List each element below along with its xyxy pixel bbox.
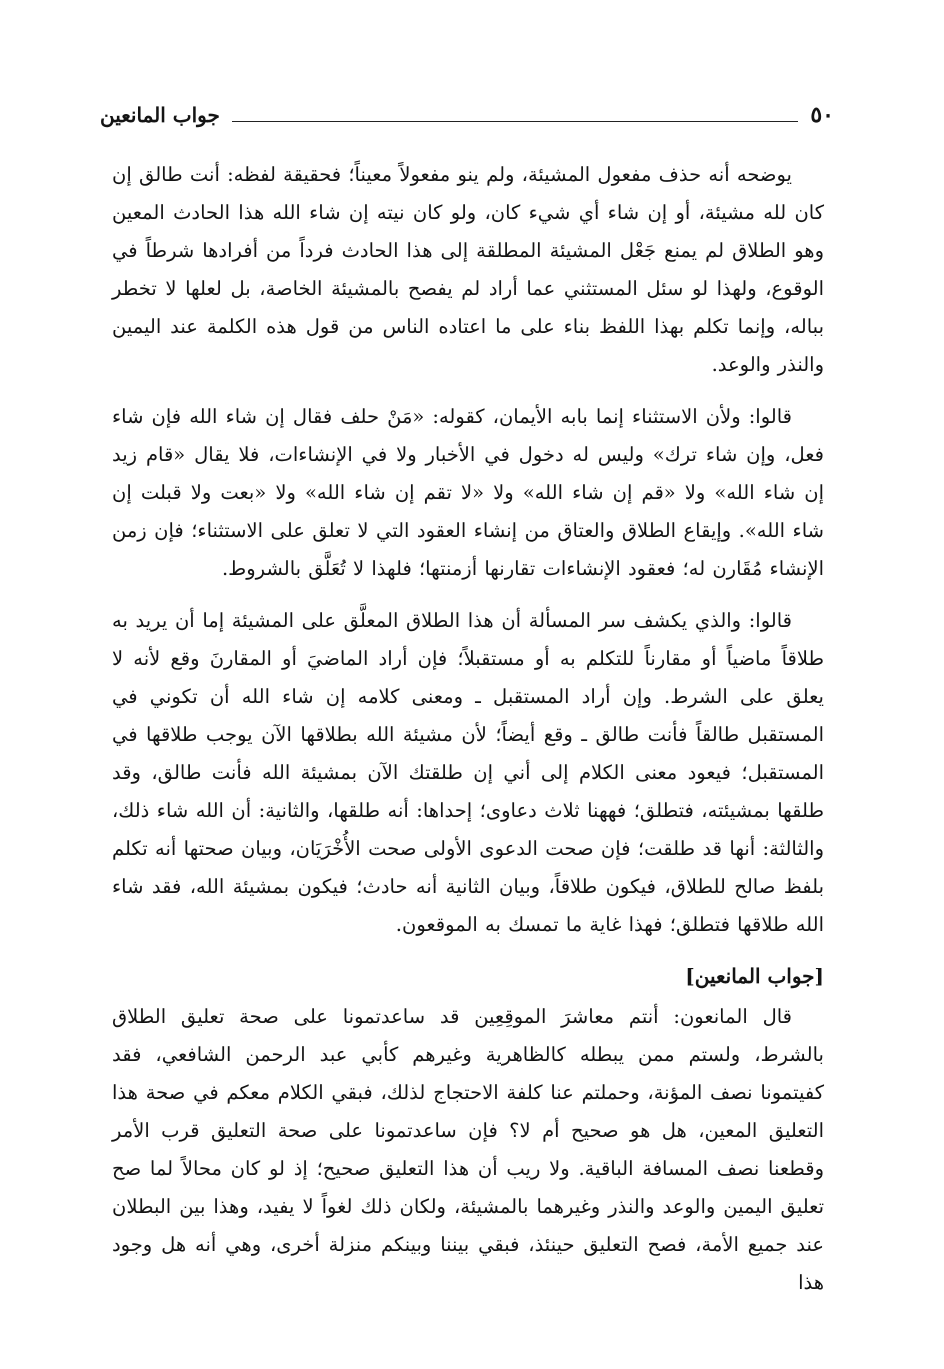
section-heading: [جواب المانعين] bbox=[685, 964, 824, 988]
paragraph-objectors-reply: قال المانعون: أنتم معاشرَ الموقِعِين قد ساعدتمونا على صحة تعليق الطلاق بالشرط، ولستم ممن يبطله كالظاهرية وغيرهم كأبي عبد الرحمن الشافعي، فقد كفيتمونا نصف المؤنة، وحملتم عنا كلفة الاحتجاج لذلك، فبقي الكلام معكم في صحة هذا التعليق المعين، هل هو صحيح أم لا؟ فإن ساعدتمونا على صحة التعليق قرب الأمر وقطعنا نصف المسافة الباقية. ولا ريب أن هذا التعليق صحيح؛ إذ لو كان محالاً لما صح تعليق اليمين والوعد والنذر وغيرهما بالمشيئة، ولكان ذلك لغواً لا يفيد، وهذا بين البطلان عند جميع الأمة، فصح التعليق حينئذ، فبقي بيننا وبينكم منزلة أخرى، وهي أنه هل وجود هذا bbox=[112, 1005, 824, 1294]
running-title: جواب المانعين bbox=[100, 103, 220, 127]
paragraph-secret-of-issue: قالوا: والذي يكشف سر المسألة أن هذا الطلاق المعلَّق على المشيئة إما أن يريد به طلاقاً ماضياً أو مقارناً للتكلم به أو مستقبلاً؛ فإن أراد الماضيَ أو المقارنَ وقع لأنه لا يعلق على الشرط. وإن أراد المستقبل ـ ومعنى كلامه إن شاء الله أن تكوني في المستقبل طالقاً فأنت طالق ـ وقع أيضاً؛ لأن مشيئة الله بطلاقها الآن يوجب طلاقها في المستقبل؛ فيعود معنى الكلام إلى أني إن طلقتك الآن بمشيئة الله فأنت طالق، وقد طلقها بمشيئته، فتطلق؛ فههنا ثلاث دعاوى؛ إحداها: أنه طلقها، والثانية: أن الله شاء ذلك، والثالثة: أنها قد طلقت؛ فإن صحت الدعوى الأولى صحت الأُخْرَيَان، وبيان صحتها أنه تكلم بلفظ صالح للطلاق، فيكون طلاقاً، وبيان الثانية أنه حادث؛ فيكون بمشيئة الله، فقد شاء الله طلاقها فتطلق؛ فهذا غاية ما تمسك به الموقعون. bbox=[112, 609, 824, 936]
paragraph-istithna: قالوا: ولأن الاستثناء إنما بابه الأيمان، كقوله: «مَنْ حلف فقال إن شاء الله فإن شاء فعل، وإن شاء ترك» وليس له دخول في الأخبار ولا في الإنشاءات، فلا يقال «قام زيد إن شاء الله» ولا «قم إن شاء الله» ولا «لا تقم إن شاء الله» ولا «بعت ولا قبلت إن شاء الله». وإيقاع الطلاق والعتاق من إنشاء العقود التي لا تعلق على الاستثناء؛ فإن زمن الإنشاء مُقَارن له؛ فعقود الإنشاءات تقارنها أزمنتها؛ فلهذا لا تُعَلَّق بالشروط. bbox=[112, 405, 824, 580]
running-header bbox=[100, 98, 834, 128]
page-number: ٥٠ bbox=[810, 102, 834, 128]
paragraph-clarification: يوضحه أنه حذف مفعول المشيئة، ولم ينو مفعولاً معيناً؛ فحقيقة لفظه: أنت طالق إن كان لله مشيئة، أو إن شاء أي شيء كان، ولو كان نيته إن شاء الله هذا الحادث المعين وهو الطلاق لم يمنع جَعْل المشيئة المطلقة إلى هذا الحادث فرداً من أفرادها شرطاً في الوقوع، ولهذا لو سئل المستثني عما أراد لم يفصح بالمشيئة الخاصة، بل لعلها لا تخطر بباله، وإنما تكلم بهذا اللفظ بناء على ما اعتاده الناس من قول هذه الكلمة عند اليمين والنذر والوعد. bbox=[112, 163, 824, 376]
page-body bbox=[112, 156, 824, 1316]
header-rule bbox=[232, 121, 799, 122]
